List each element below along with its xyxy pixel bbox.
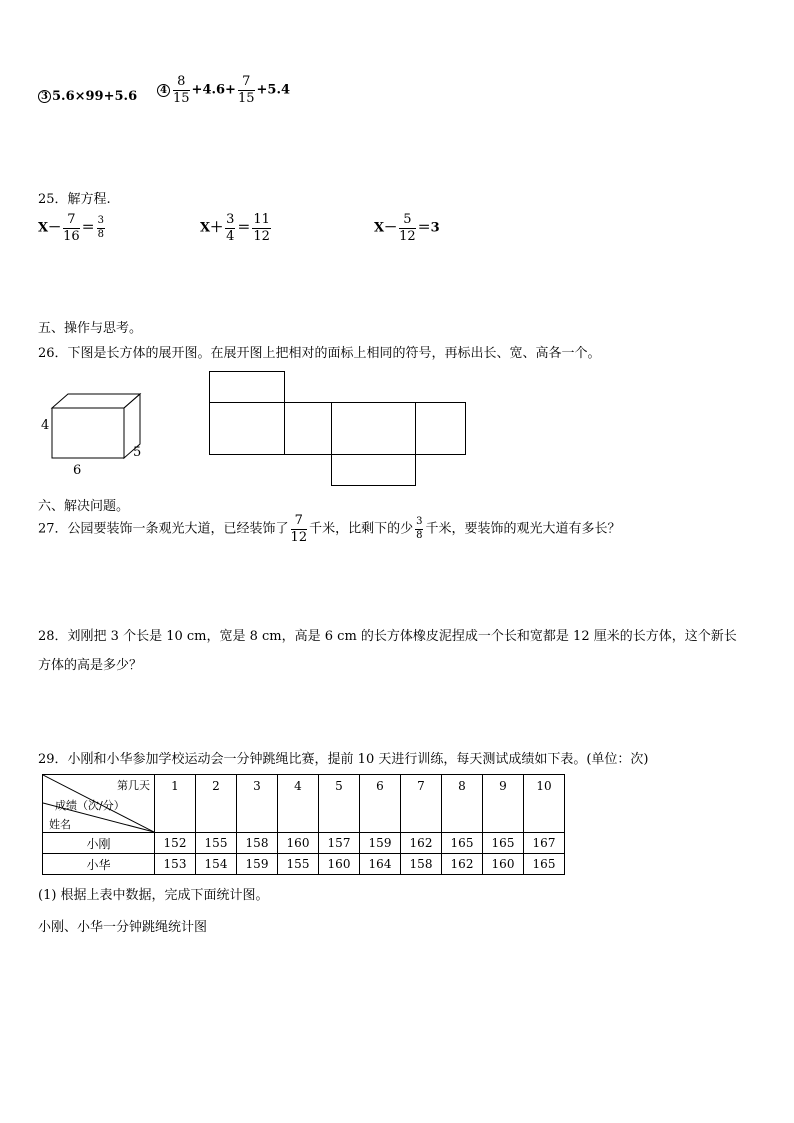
- row-name: 小刚: [43, 833, 155, 854]
- score-cell: 152: [155, 833, 196, 854]
- fraction: $\frac{11}{12}$: [253, 212, 270, 244]
- q26-text: 26．下图是长方体的展开图。在展开图上把相对的面标上相同的符号，再标出长、宽、高各一个。: [38, 346, 601, 361]
- net-face-top: [209, 371, 285, 403]
- score-cell: 157: [319, 833, 360, 854]
- cuboid-height-label: 4: [41, 418, 50, 433]
- day-header: 10: [524, 775, 565, 833]
- q25-equation-3: X－ $\frac{5}{12}$ ＝3: [374, 212, 440, 244]
- score-cell: 155: [278, 854, 319, 875]
- circled-number: 4: [157, 84, 170, 97]
- score-cell: 165: [483, 833, 524, 854]
- score-cell: 160: [319, 854, 360, 875]
- score-cell: 159: [237, 854, 278, 875]
- q25-title: 25．解方程.: [38, 192, 111, 207]
- score-cell: 153: [155, 854, 196, 875]
- score-cell: 155: [196, 833, 237, 854]
- score-cell: 165: [442, 833, 483, 854]
- score-cell: 162: [401, 833, 442, 854]
- score-cell: 158: [237, 833, 278, 854]
- day-header: 2: [196, 775, 237, 833]
- day-header: 5: [319, 775, 360, 833]
- q24-part4: 4 $\frac{8}{15}$ +4.6+ $\frac{7}{15}$ +5.4: [157, 75, 290, 105]
- q27-text: 27．公园要装饰一条观光大道，已经装饰了 $\frac{7}{12}$ 千米，比剩下的少 $\frac{3}{8}$ 千米，要装饰的观光大道有多长？: [38, 513, 621, 545]
- fraction: $\frac{7}{12}$: [290, 513, 308, 545]
- fraction: $\frac{7}{16}$: [63, 212, 80, 244]
- section-5-title: 五、操作与思考。: [38, 321, 143, 336]
- fraction: $\frac{3}{8}$: [416, 516, 423, 541]
- q25-equation-1: X－ $\frac{7}{16}$ ＝ $\frac{3}{8}$: [38, 212, 105, 244]
- table-row: [43, 833, 565, 854]
- cuboid-length-label: 6: [73, 463, 82, 478]
- q28-text-line2: 方体的高是多少？: [38, 658, 143, 673]
- cuboid-diagram: [40, 388, 150, 478]
- q29-text: 29．小刚和小华参加学校运动会一分钟跳绳比赛，提前 10 天进行训练，每天测试成绩如下表。(单位：次): [38, 752, 649, 767]
- fraction: $\frac{5}{12}$: [399, 212, 416, 244]
- table-row: [43, 854, 565, 875]
- net-face-second: [284, 402, 332, 455]
- score-table: [42, 774, 565, 875]
- score-cell: 159: [360, 833, 401, 854]
- corner-name-label: 姓名: [49, 818, 71, 831]
- chart-title: 小刚、小华一分钟跳绳统计图: [38, 920, 208, 935]
- net-face-bottom: [331, 454, 416, 486]
- fraction: $\frac{8}{15}$: [173, 74, 190, 106]
- day-header: 9: [483, 775, 524, 833]
- score-cell: 154: [196, 854, 237, 875]
- q29-sub1: (1) 根据上表中数据，完成下面统计图。: [38, 888, 269, 903]
- table-corner-cell: [43, 775, 155, 833]
- day-header: 1: [155, 775, 196, 833]
- circled-number: 3: [38, 90, 51, 103]
- day-header: 7: [401, 775, 442, 833]
- row-name: 小华: [43, 854, 155, 875]
- fraction: $\frac{3}{8}$: [97, 215, 105, 240]
- corner-day-label: 第几天: [117, 779, 150, 792]
- day-header: 6: [360, 775, 401, 833]
- fraction: $\frac{7}{15}$: [237, 74, 255, 106]
- net-face-left: [209, 402, 285, 455]
- score-cell: 165: [524, 854, 565, 875]
- q28-text-line1: 28．刘刚把 3 个长是 10 cm，宽是 8 cm，高是 6 cm 的长方体橡皮泥捏成一个长和宽都是 12 厘米的长方体，这个新长: [38, 629, 737, 644]
- day-header: 4: [278, 775, 319, 833]
- day-header: 8: [442, 775, 483, 833]
- score-cell: 164: [360, 854, 401, 875]
- score-cell: 167: [524, 833, 565, 854]
- corner-score-label: 成绩（次/分）: [55, 799, 125, 812]
- score-cell: 162: [442, 854, 483, 875]
- score-cell: 160: [483, 854, 524, 875]
- section-6-title: 六、解决问题。: [38, 499, 130, 514]
- fraction: $\frac{3}{4}$: [226, 212, 235, 244]
- cuboid-width-label: 5: [133, 445, 142, 460]
- q24-part3: [38, 89, 137, 104]
- net-face-right: [415, 402, 466, 455]
- q24-part3-expression: 5.6×99+5.6: [52, 89, 138, 104]
- score-cell: 160: [278, 833, 319, 854]
- score-cell: 158: [401, 854, 442, 875]
- day-header: 3: [237, 775, 278, 833]
- q25-equation-2: X＋ $\frac{3}{4}$ ＝ $\frac{11}{12}$: [200, 212, 270, 244]
- net-face-center: [331, 402, 416, 455]
